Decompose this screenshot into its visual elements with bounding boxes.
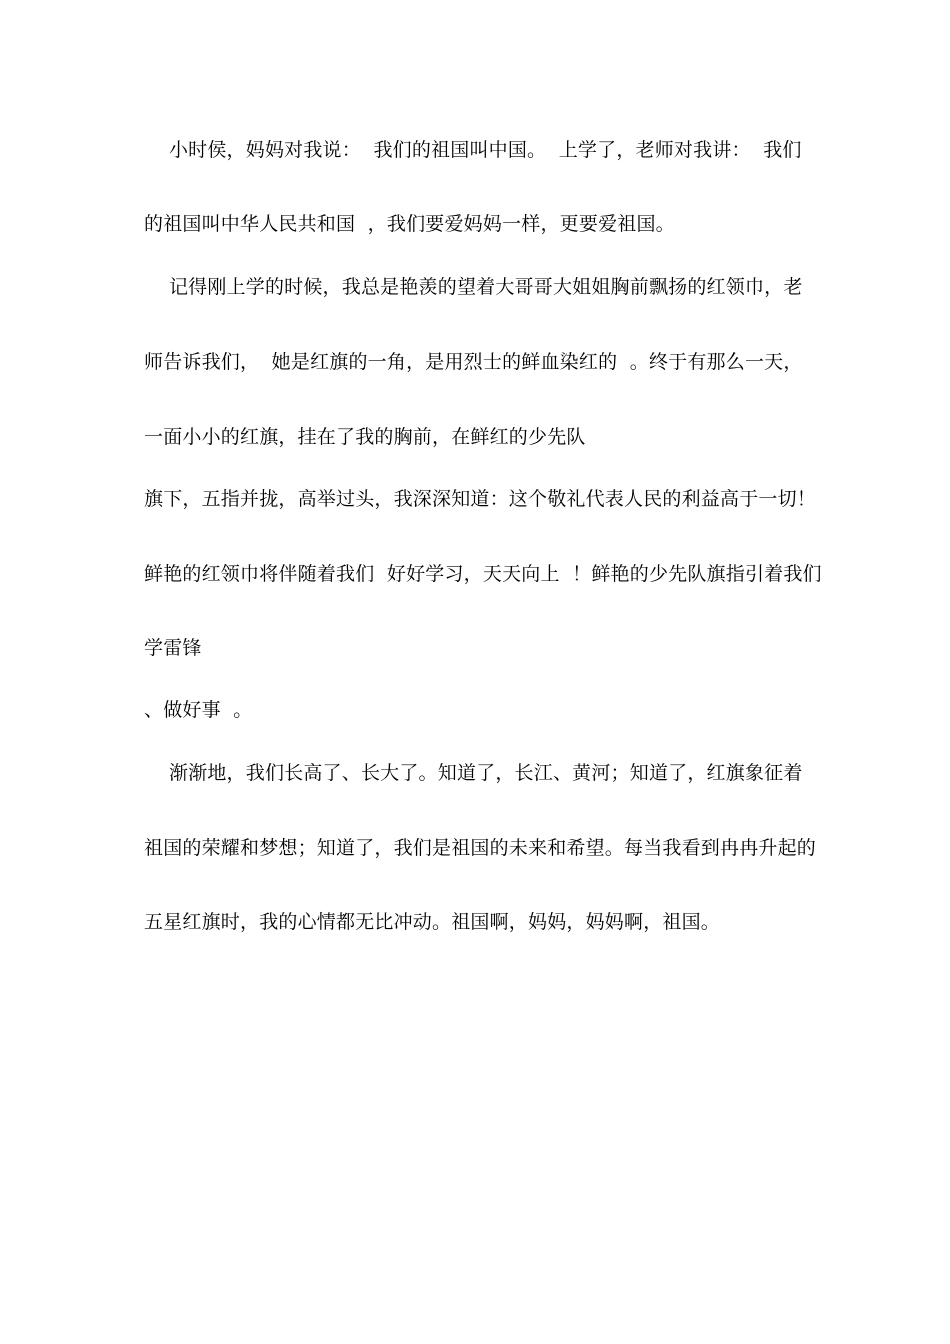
- text-line-7: 鲜艳的红领巾将伴随着我们 好好学习，天天向上 ！鲜艳的少先队旗指引着我们: [144, 563, 822, 585]
- text-line-6: 旗下，五指并拢，高举过头，我深深知道：这个敬礼代表人民的利益高于一切！: [144, 488, 817, 510]
- text-line-5: 一面小小的红旗，挂在了我的胸前，在鲜红的少先队: [144, 426, 586, 448]
- text-line-11: 祖国的荣耀和梦想；知道了，我们是祖国的未来和希望。每当我看到冉冉升起的: [144, 837, 817, 859]
- text-line-4: 师告诉我们， 她是红旗的一角，是用烈士的鲜血染红的 。终于有那么一天，: [144, 351, 803, 373]
- text-line-1: 小时侯，妈妈对我说： 我们的祖国叫中国。 上学了，老师对我讲： 我们: [144, 139, 802, 161]
- text-line-3: 记得刚上学的时候，我总是艳羡的望着大哥哥大姐姐胸前飘扬的红领巾，老: [144, 276, 803, 298]
- text-line-2: 的祖国叫中华人民共和国 ，我们要爱妈妈一样，更要爱祖国。: [144, 213, 675, 235]
- text-line-9: 、做好事 。: [144, 699, 253, 721]
- text-line-8: 学雷锋: [144, 637, 202, 659]
- text-line-12: 五星红旗时，我的心情都无比冲动。祖国啊，妈妈，妈妈啊，祖国。: [144, 911, 721, 933]
- text-line-10: 渐渐地，我们长高了、长大了。知道了，长江、黄河；知道了，红旗象征着: [144, 762, 803, 784]
